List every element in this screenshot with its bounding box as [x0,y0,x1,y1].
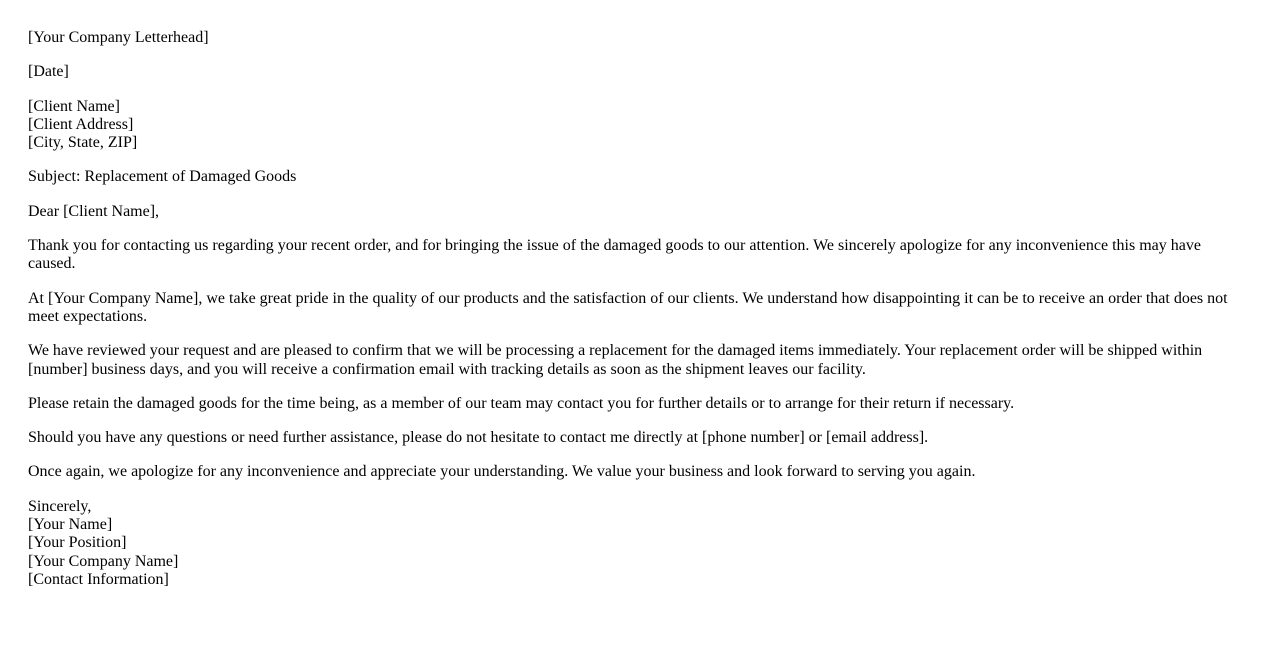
subject-line: Subject: Replacement of Damaged Goods [28,168,297,186]
salutation: Dear [Client Name], [28,202,160,220]
signature-contact: [Contact Information] [28,570,169,588]
letterhead-placeholder: [Your Company Letterhead] [28,29,209,46]
signature-name: [Your Name] [28,516,113,534]
body-paragraph-2: At [Your Company Name], we take great pride in the quality of our products and the satisfaction of our clients. We understand how disappointing it can be to receive an order that does not meet expectations. [28,289,1228,325]
body-paragraph-4: Please retain the damaged goods for the time being, as a member of our team may contact you for further details or to arrange for their return if necessary. [28,394,1015,412]
body-paragraph-1: Thank you for contacting us regarding your recent order, and for bringing the issue of the damaged goods to our attention. We sincerely apologize for any inconvenience this may have caused. [28,237,1201,273]
recipient-name: [Client Name] [28,97,120,115]
closing: Sincerely, [28,497,92,515]
recipient-address: [Client Address] [28,115,134,133]
signature-block [28,498,1250,589]
signature-position: [Your Position] [28,534,127,552]
body-paragraph-3: We have reviewed your request and are pleased to confirm that we will be processing a replacement for the damaged items immediately. Your replacement order will be shipped within [number] business days, and you will receive a confirmation email with tracking details as soon as the shipment leaves our facility. [28,342,1203,378]
date-placeholder: [Date] [28,63,69,81]
signature-company: [Your Company Name] [28,552,179,570]
body-paragraph-6: Once again, we apologize for any inconvenience and appreciate your understanding. We value your business and look forward to serving you again. [28,463,976,481]
recipient-address-block [28,98,1250,153]
recipient-city-state-zip: [City, State, ZIP] [28,134,138,152]
body-paragraph-5: Should you have any questions or need further assistance, please do not hesitate to contact me directly at [phone number] or [email address]. [28,429,929,447]
